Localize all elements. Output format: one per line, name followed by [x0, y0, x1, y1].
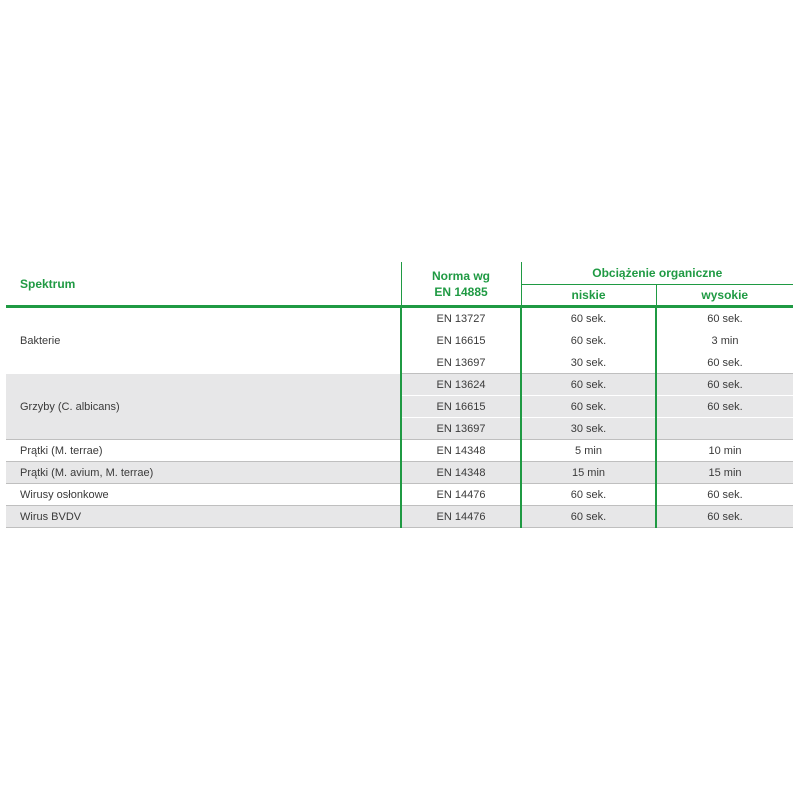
cell-niskie: 60 sek.: [521, 374, 656, 396]
cell-niskie: 60 sek.: [521, 307, 656, 330]
cell-norma: EN 13624: [401, 374, 521, 396]
row-label-bakterie: Bakterie: [6, 307, 401, 374]
row-label-pratki-terrae: Prątki (M. terrae): [6, 440, 401, 462]
cell-wysokie: 15 min: [656, 462, 793, 484]
table-row: [6, 374, 793, 396]
header-obciazenie: Obciążenie organiczne: [521, 262, 793, 285]
cell-norma: EN 13697: [401, 418, 521, 440]
cell-wysokie: 60 sek.: [656, 396, 793, 418]
table-row: [6, 462, 793, 484]
header-spektrum: Spektrum: [6, 262, 401, 307]
table-row: [6, 506, 793, 528]
cell-norma: EN 16615: [401, 396, 521, 418]
cell-wysokie: 60 sek.: [656, 307, 793, 330]
header-norma: [401, 262, 521, 307]
header-wysokie: wysokie: [656, 285, 793, 307]
cell-niskie: 60 sek.: [521, 484, 656, 506]
cell-niskie: 60 sek.: [521, 506, 656, 528]
cell-norma: EN 14348: [401, 440, 521, 462]
table-row: [6, 440, 793, 462]
cell-wysokie: 60 sek.: [656, 374, 793, 396]
cell-wysokie: 60 sek.: [656, 352, 793, 374]
row-label-bvdv: Wirus BVDV: [6, 506, 401, 528]
cell-niskie: 60 sek.: [521, 396, 656, 418]
cell-wysokie: [656, 418, 793, 440]
spectrum-table: [6, 262, 793, 528]
cell-norma: EN 16615: [401, 330, 521, 352]
cell-niskie: 60 sek.: [521, 330, 656, 352]
table-header: [6, 262, 793, 307]
table-body: [6, 307, 793, 528]
cell-norma: EN 14476: [401, 506, 521, 528]
header-niskie: niskie: [521, 285, 656, 307]
table-row: [6, 307, 793, 330]
cell-wysokie: 60 sek.: [656, 484, 793, 506]
cell-wysokie: 10 min: [656, 440, 793, 462]
cell-norma: EN 14348: [401, 462, 521, 484]
table-row: [6, 484, 793, 506]
cell-niskie: 30 sek.: [521, 418, 656, 440]
cell-niskie: 15 min: [521, 462, 656, 484]
header-norma-line2: EN 14885: [434, 284, 488, 299]
cell-norma: EN 13697: [401, 352, 521, 374]
spectrum-table-container: [6, 262, 793, 528]
cell-norma: EN 13727: [401, 307, 521, 330]
cell-norma: EN 14476: [401, 484, 521, 506]
cell-wysokie: 3 min: [656, 330, 793, 352]
cell-wysokie: 60 sek.: [656, 506, 793, 528]
row-label-pratki-avium: Prątki (M. avium, M. terrae): [6, 462, 401, 484]
cell-niskie: 30 sek.: [521, 352, 656, 374]
row-label-wirusy: Wirusy osłonkowe: [6, 484, 401, 506]
cell-niskie: 5 min: [521, 440, 656, 462]
row-label-grzyby: Grzyby (C. albicans): [6, 374, 401, 440]
header-norma-line1: Norma wg: [431, 268, 490, 283]
